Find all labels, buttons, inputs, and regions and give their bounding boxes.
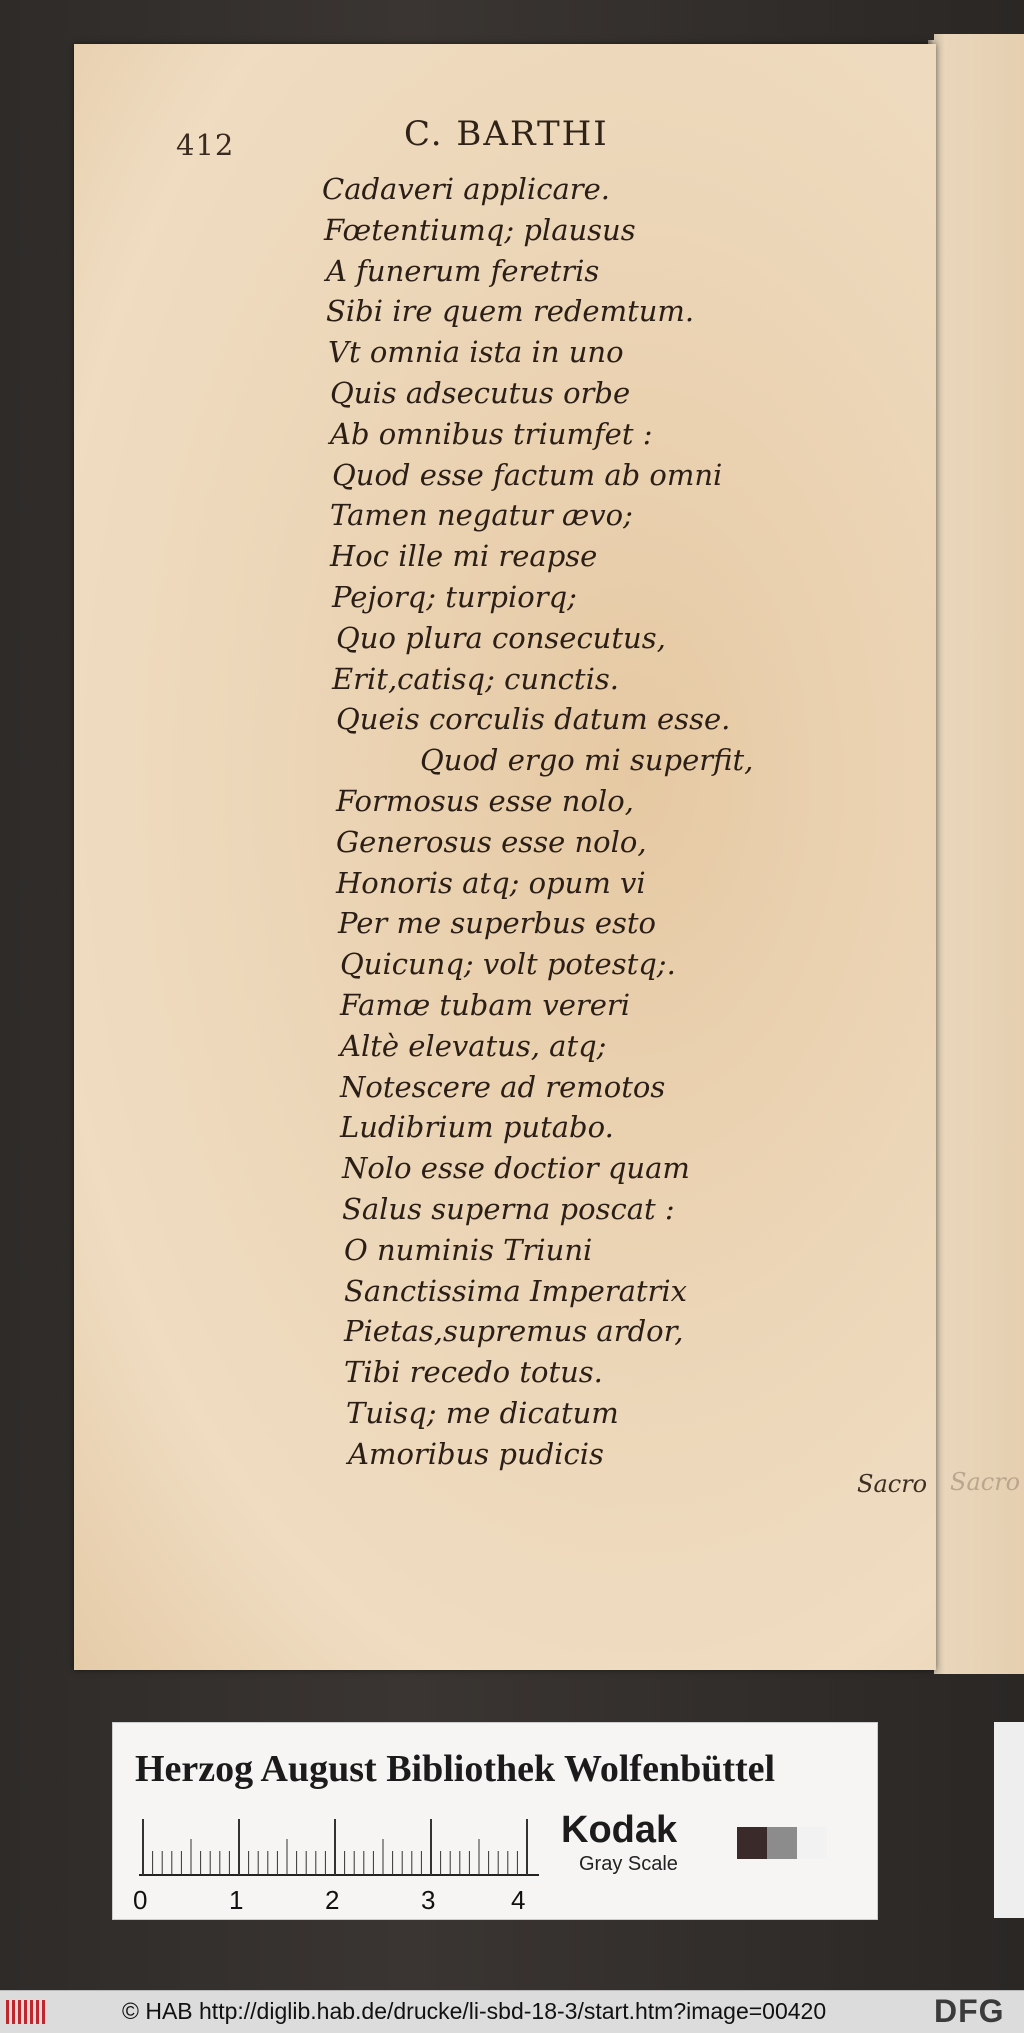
poem-line: A funerum feretris <box>326 253 600 288</box>
facing-page <box>934 34 1024 1674</box>
ruler-label: 0 <box>133 1885 148 1915</box>
poem-line: Pejorq; turpiorq; <box>332 580 577 614</box>
poem-line: Sanctissima Imperatrix <box>344 1273 688 1308</box>
footer-bar <box>0 1990 1024 2033</box>
side-card-fragment <box>994 1722 1024 1918</box>
poem-line: Nolo esse doctior quam <box>342 1151 690 1186</box>
poem-line: Quo plura consecutus, <box>336 620 666 655</box>
kodak-logo: Kodak <box>561 1809 678 1851</box>
poem-line: Hoc ille mi reapse <box>330 539 598 574</box>
poem-line: Honoris atq; opum vi <box>336 865 646 900</box>
catchword: Sacro <box>857 1470 928 1498</box>
poem-line: Fœtentiumq; plausus <box>324 212 636 247</box>
poem-line: Quis adsecutus orbe <box>330 376 631 410</box>
page-number: 412 <box>176 128 235 162</box>
running-header: C. BARTHI <box>404 114 609 154</box>
ruler-label: 4 <box>511 1885 526 1915</box>
poem-line: Ab omnibus triumfet : <box>330 416 653 451</box>
poem-line: Notescere ad remotos <box>340 1069 666 1104</box>
hab-logo-icon <box>6 2000 45 2024</box>
footer-credit-link[interactable]: © HAB http://diglib.hab.de/drucke/li-sbd-18-3/start.htm?image=00420 <box>122 1998 827 2024</box>
gray-scale-label: Gray Scale <box>579 1853 678 1875</box>
poem-line: Ludibrium putabo. <box>340 1110 614 1145</box>
poem-line: Tamen negatur ævo; <box>330 498 633 533</box>
poem-line: Tuisq; me dicatum <box>346 1396 619 1430</box>
poem-line: Generosus esse nolo, <box>336 824 647 859</box>
swatch-mid <box>767 1827 797 1859</box>
poem-line: Vt omnia ista in uno <box>328 335 624 370</box>
library-color-card <box>112 1722 878 1920</box>
poem-line: Salus superna poscat : <box>342 1192 675 1226</box>
poem-line: Quicunq; volt potestq;. <box>340 947 676 982</box>
scale-ruler <box>139 1815 539 1885</box>
poem-line: Queis corculis datum esse. <box>336 702 731 737</box>
ruler-label: 1 <box>229 1885 244 1915</box>
poem-line: Erit,catisq; cunctis. <box>332 661 619 696</box>
swatch-light <box>797 1827 827 1859</box>
poem-line: Pietas,supremus ardor, <box>344 1314 684 1349</box>
poem-line: Per me superbus esto <box>338 906 656 941</box>
poem-line: Cadaveri applicare. <box>322 172 610 206</box>
poem-line: Tibi recedo totus. <box>344 1355 603 1390</box>
poem-line: Quod ergo mi superfit, <box>420 743 754 778</box>
swatch-dark <box>737 1827 767 1859</box>
ruler-label: 3 <box>421 1885 436 1915</box>
dfg-logo: DFG <box>934 1993 1005 2029</box>
poem-line: O numinis Triuni <box>344 1232 593 1267</box>
poem-line: Formosus esse nolo, <box>336 784 634 818</box>
poem-line: Quod esse factum ab omni <box>332 457 723 492</box>
ruler-label: 2 <box>325 1885 340 1915</box>
gray-swatches <box>737 1827 827 1859</box>
poem-line: Famæ tubam vereri <box>340 988 631 1022</box>
poem-line: Amoribus pudicis <box>348 1436 604 1471</box>
poem-line: Sibi ire quem redemtum. <box>326 294 695 329</box>
facing-catchword: Sacro <box>950 1468 1021 1496</box>
library-name: Herzog August Bibliothek Wolfenbüttel <box>135 1748 776 1790</box>
poem-line: Altè elevatus, atq; <box>340 1028 607 1063</box>
